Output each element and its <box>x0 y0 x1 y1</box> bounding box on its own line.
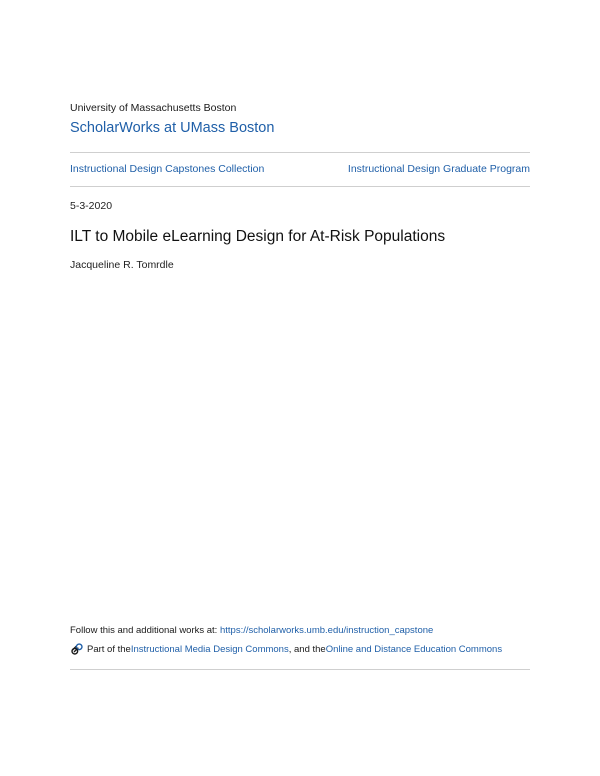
follow-line <box>70 625 433 636</box>
divider-middle <box>70 186 530 187</box>
divider-bottom <box>70 669 530 670</box>
program-link[interactable]: Instructional Design Graduate Program <box>347 163 530 175</box>
commons-line <box>70 642 502 656</box>
open-access-icon <box>70 642 84 656</box>
article-title: ILT to Mobile eLearning Design for At-Risk Populations <box>70 228 446 245</box>
divider-top <box>70 152 530 153</box>
commons-middle: , and the <box>288 643 326 655</box>
follow-prefix: Follow this and additional works at: <box>70 625 220 636</box>
publication-date: 5-3-2020 <box>70 200 113 212</box>
commons-prefix: Part of the <box>87 643 131 655</box>
repository-link[interactable]: ScholarWorks at UMass Boston <box>70 120 275 136</box>
article-author: Jacqueline R. Tomrdle <box>70 259 174 271</box>
commons-link-instructional-media[interactable]: Instructional Media Design Commons <box>130 643 289 655</box>
follow-url-link[interactable]: https://scholarworks.umb.edu/instruction_capstone <box>219 625 434 636</box>
collection-link[interactable]: Instructional Design Capstones Collection <box>70 163 265 175</box>
commons-link-online-distance[interactable]: Online and Distance Education Commons <box>325 643 503 655</box>
institution-name: University of Massachusetts Boston <box>70 102 237 114</box>
